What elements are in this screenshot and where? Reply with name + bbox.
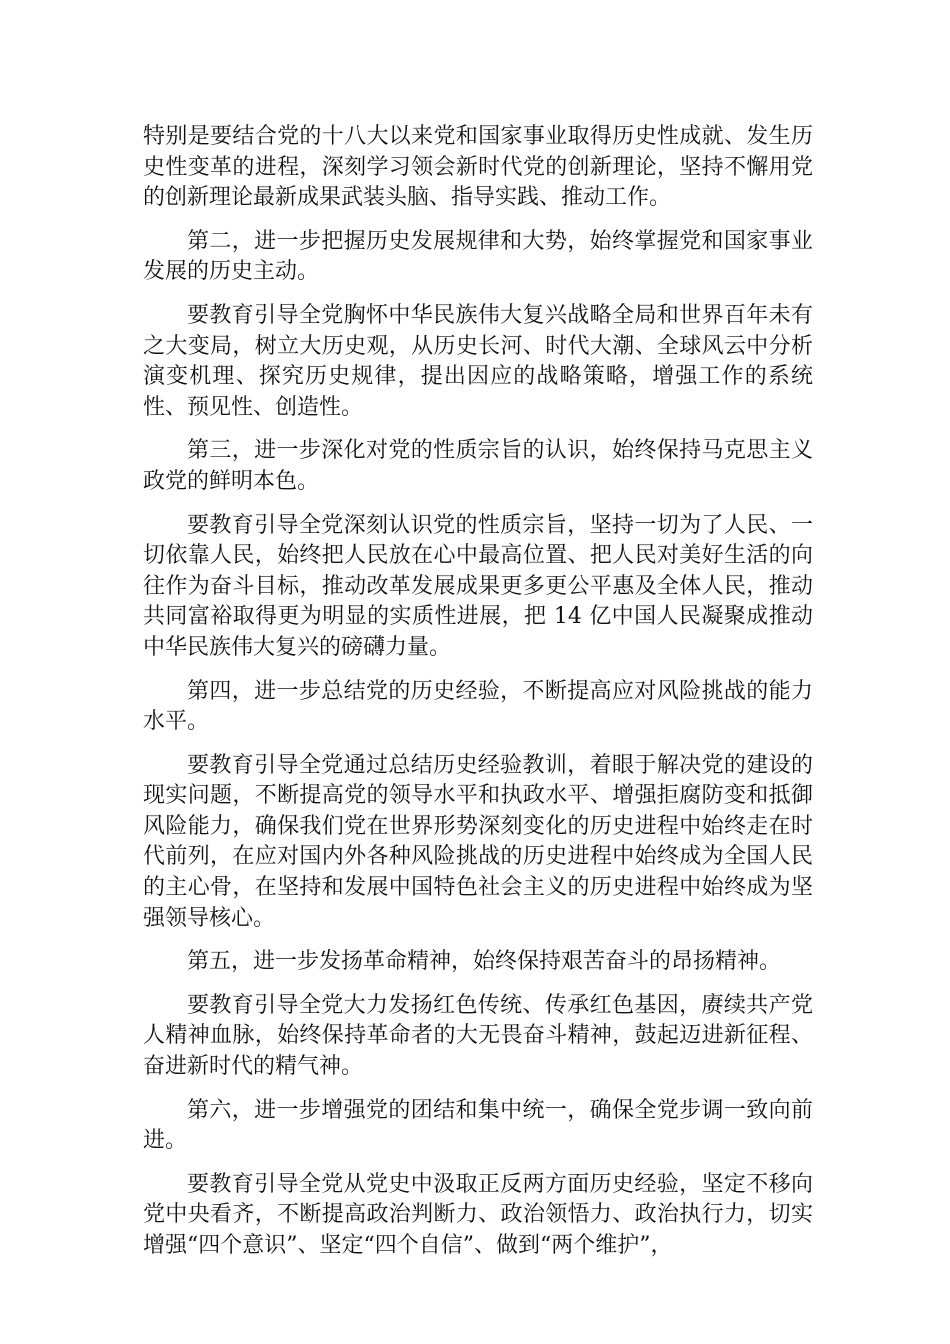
paragraph-6: 第四，进一步总结党的历史经验，不断提高应对风险挑战的能力水平。 — [143, 678, 813, 735]
paragraph-3: 要教育引导全党胸怀中华民族伟大复兴战略全局和世界百年未有之大变局，树立大历史观，从历史长河、时代大潮、全球风云中分析演变机理、探究历史规律，提出因应的战略策略，增强工作的系统性、预见性、创造性。 — [143, 302, 813, 420]
paragraph-2: 第二，进一步把握历史发展规律和大势，始终掌握党和国家事业发展的历史主动。 — [143, 228, 813, 285]
paragraph-5: 要教育引导全党深刻认识党的性质宗旨，坚持一切为了人民、一切依靠人民，始终把人民放在心中最高位置、把人民对美好生活的向往作为奋斗目标，推动改革发展成果更多更公平惠及全体人民，推动共同富裕取得更为明显的实质性进展，把 14 亿中国人民凝聚成推动中华民族伟大复兴的磅礴力量。 — [143, 512, 813, 660]
paragraph-9: 要教育引导全党大力发扬红色传统、传承红色基因，赓续共产党人精神血脉，始终保持革命者的大无畏奋斗精神，鼓起迈进新征程、奋进新时代的精气神。 — [143, 992, 813, 1080]
paragraph-8: 第五，进一步发扬革命精神，始终保持艰苦奋斗的昂扬精神。 — [187, 949, 782, 975]
paragraph-10: 第六，进一步增强党的团结和集中统一，确保全党步调一致向前进。 — [143, 1097, 813, 1154]
paragraph-1: 特别是要结合党的十八大以来党和国家事业取得历史性成就、发生历史性变革的进程，深刻学习领会新时代党的创新理论，坚持不懈用党的创新理论最新成果武装头脑、指导实践、推动工作。 — [143, 124, 813, 211]
paragraph-11: 要教育引导全党从党史中汲取正反两方面历史经验，坚定不移向党中央看齐，不断提高政治判断力、政治领悟力、政治执行力，切实增强“四个意识”、坚定“四个自信”、做到“两个维护”， — [143, 1171, 813, 1258]
paragraph-7: 要教育引导全党通过总结历史经验教训，着眼于解决党的建设的现实问题，不断提高党的领导水平和执政水平、增强拒腐防变和抵御风险能力，确保我们党在世界形势深刻变化的历史进程中始终走在时代前列，在应对国内外各种风险挑战的历史进程中始终成为全国人民的主心骨，在坚持和发展中国特色社会主义的历史进程中始终成为坚强领导核心。 — [143, 752, 813, 931]
paragraph-4: 第三，进一步深化对党的性质宗旨的认识，始终保持马克思主义政党的鲜明本色。 — [143, 438, 813, 494]
document-page — [143, 122, 813, 1275]
